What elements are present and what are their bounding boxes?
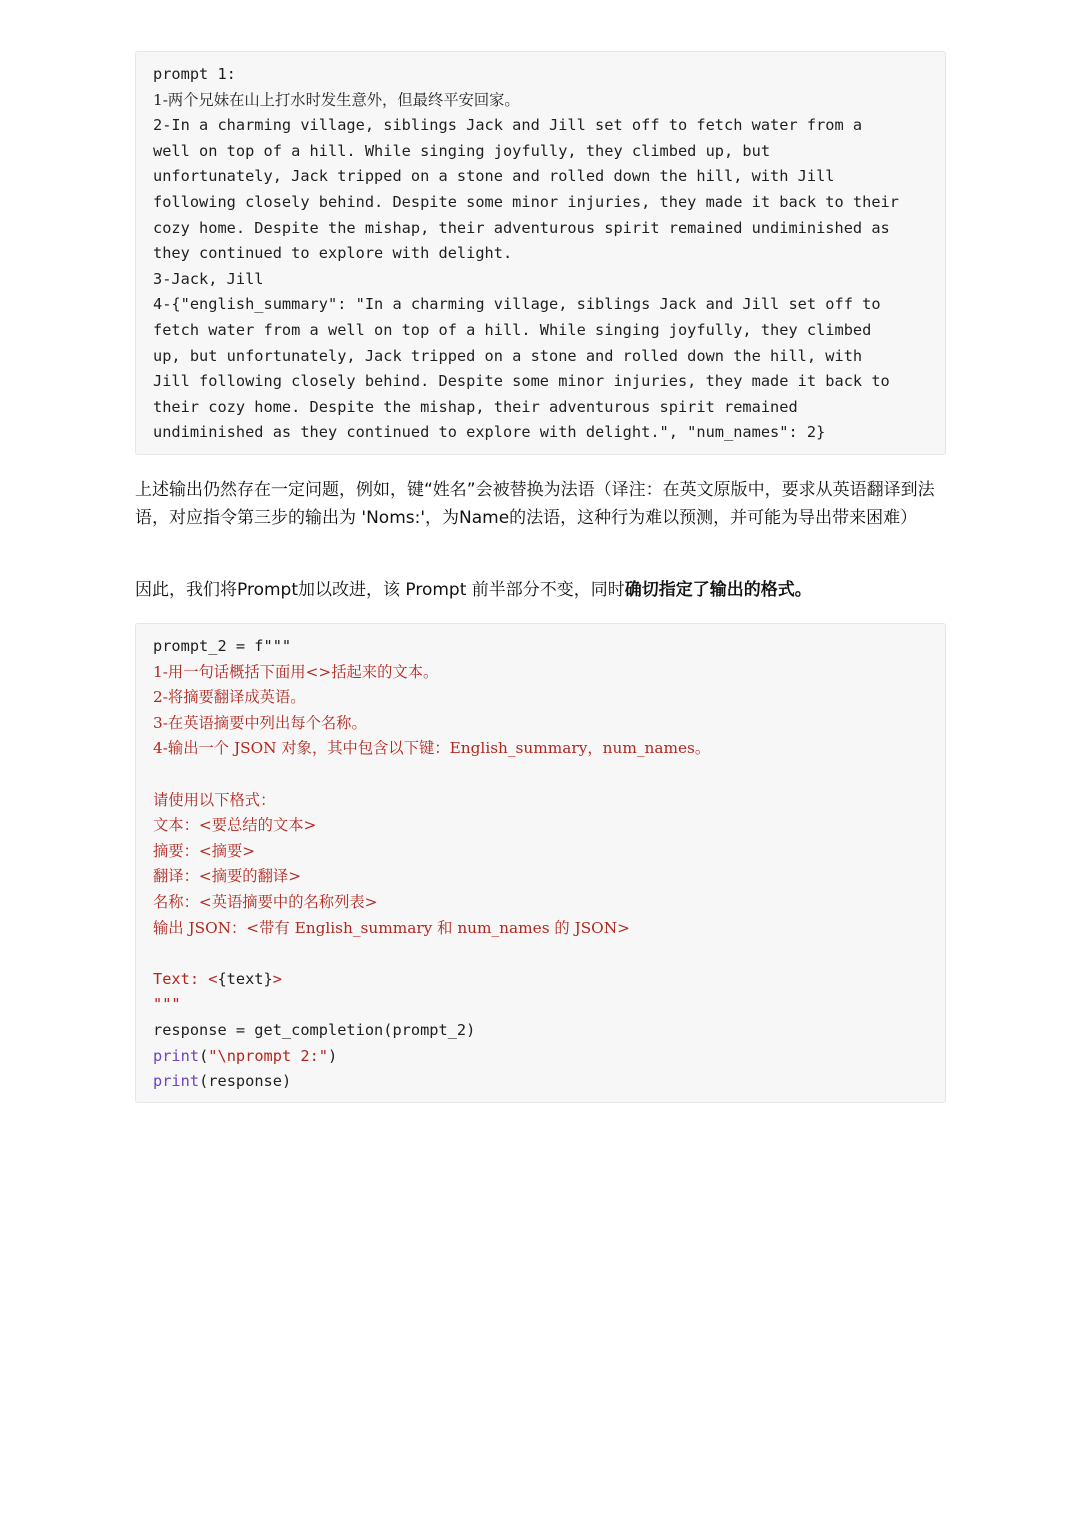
code-line: cozy home. Despite the mishap, their adventurous spirit remained undiminished as — [153, 218, 890, 237]
code-line — [153, 967, 929, 993]
code-line — [153, 1044, 929, 1070]
code-line: 2-In a charming village, siblings Jack and Jill set off to fetch water from a — [153, 116, 863, 135]
code-line: 摘要：<摘要> — [153, 841, 256, 860]
code-line: undiminished as they continued to explore with delight.", "num_names": 2} — [153, 423, 826, 442]
code-line: 1-两个兄妹在山上打水时发生意外，但最终平安回家。 — [153, 90, 520, 109]
explanation-paragraph: 上述输出仍然存在一定问题，例如，键“姓名”会被替换为法语（译注：在英文原版中，要求从英语翻译到法语，对应指令第三步的输出为 'Noms:'，为Name的法语，这种行为难以预测，并可能为导出带来困难） — [135, 480, 935, 528]
code-line — [153, 1069, 929, 1095]
code-line: 3-在英语摘要中列出每个名称。 — [153, 713, 367, 732]
code-line: 4-{"english_summary": "In a charming village, siblings Jack and Jill set off to — [153, 295, 881, 314]
code-token: ) — [328, 1046, 338, 1065]
code-line: fetch water from a well on top of a hill. While singing joyfully, they climbed — [153, 320, 872, 339]
code-line: Jill following closely behind. Despite some minor injuries, they made it back to — [153, 372, 890, 391]
code-line: prompt_2 = f""" — [153, 637, 292, 655]
code-token: print — [153, 1046, 200, 1065]
code-line: 文本：<要总结的文本> — [153, 816, 317, 835]
code-line: 请使用以下格式： — [153, 790, 276, 809]
code-line: 4-输出一个 JSON 对象，其中包含以下键：English_summary，num_names。 — [153, 739, 711, 758]
code-line: 翻译：<摘要的翻译> — [153, 867, 302, 886]
code-line: 2-将摘要翻译成英语。 — [153, 688, 306, 707]
improvement-paragraph — [135, 576, 950, 604]
code-token: Text: < — [153, 969, 218, 988]
code-line: 输出 JSON：<带有 English_summary 和 num_names 的 JSON> — [153, 918, 630, 937]
code-line: their cozy home. Despite the mishap, their adventurous spirit remained — [153, 397, 798, 416]
code-token: (response) — [199, 1072, 292, 1091]
code-line: unfortunately, Jack tripped on a stone and rolled down the hill, with Jill — [153, 167, 835, 186]
code-line: 名称：<英语摘要中的名称列表> — [153, 892, 378, 911]
code-token: print — [153, 1072, 200, 1091]
blank-line — [153, 941, 929, 967]
code-token: "\nprompt 2:" — [208, 1046, 329, 1065]
code-line: up, but unfortunately, Jack tripped on a stone and rolled down the hill, with — [153, 346, 863, 365]
prompt-2-code-block — [135, 623, 946, 1103]
code-line: 3-Jack, Jill — [153, 269, 264, 288]
blank-line — [153, 762, 929, 788]
improvement-text: 因此，我们将Prompt加以改进，该 Prompt 前半部分不变，同时 — [135, 580, 625, 600]
code-line: prompt 1: — [153, 65, 236, 83]
code-token: {text} — [217, 969, 273, 988]
code-token: ( — [199, 1046, 209, 1065]
code-token: > — [272, 969, 282, 988]
code-line: well on top of a hill. While singing joyfully, they climbed up, but — [153, 141, 771, 160]
code-line: following closely behind. Despite some minor injuries, they made it back to their — [153, 192, 899, 211]
improvement-emphasis: 确切指定了输出的格式。 — [624, 580, 812, 600]
prompt-1-output-code-block — [135, 51, 946, 455]
code-line: """ — [153, 995, 181, 1014]
code-line: 1-用一句话概括下面用<>括起来的文本。 — [153, 662, 439, 681]
code-line: they continued to explore with delight. — [153, 244, 513, 263]
code-line: response = get_completion(prompt_2) — [153, 1020, 476, 1039]
